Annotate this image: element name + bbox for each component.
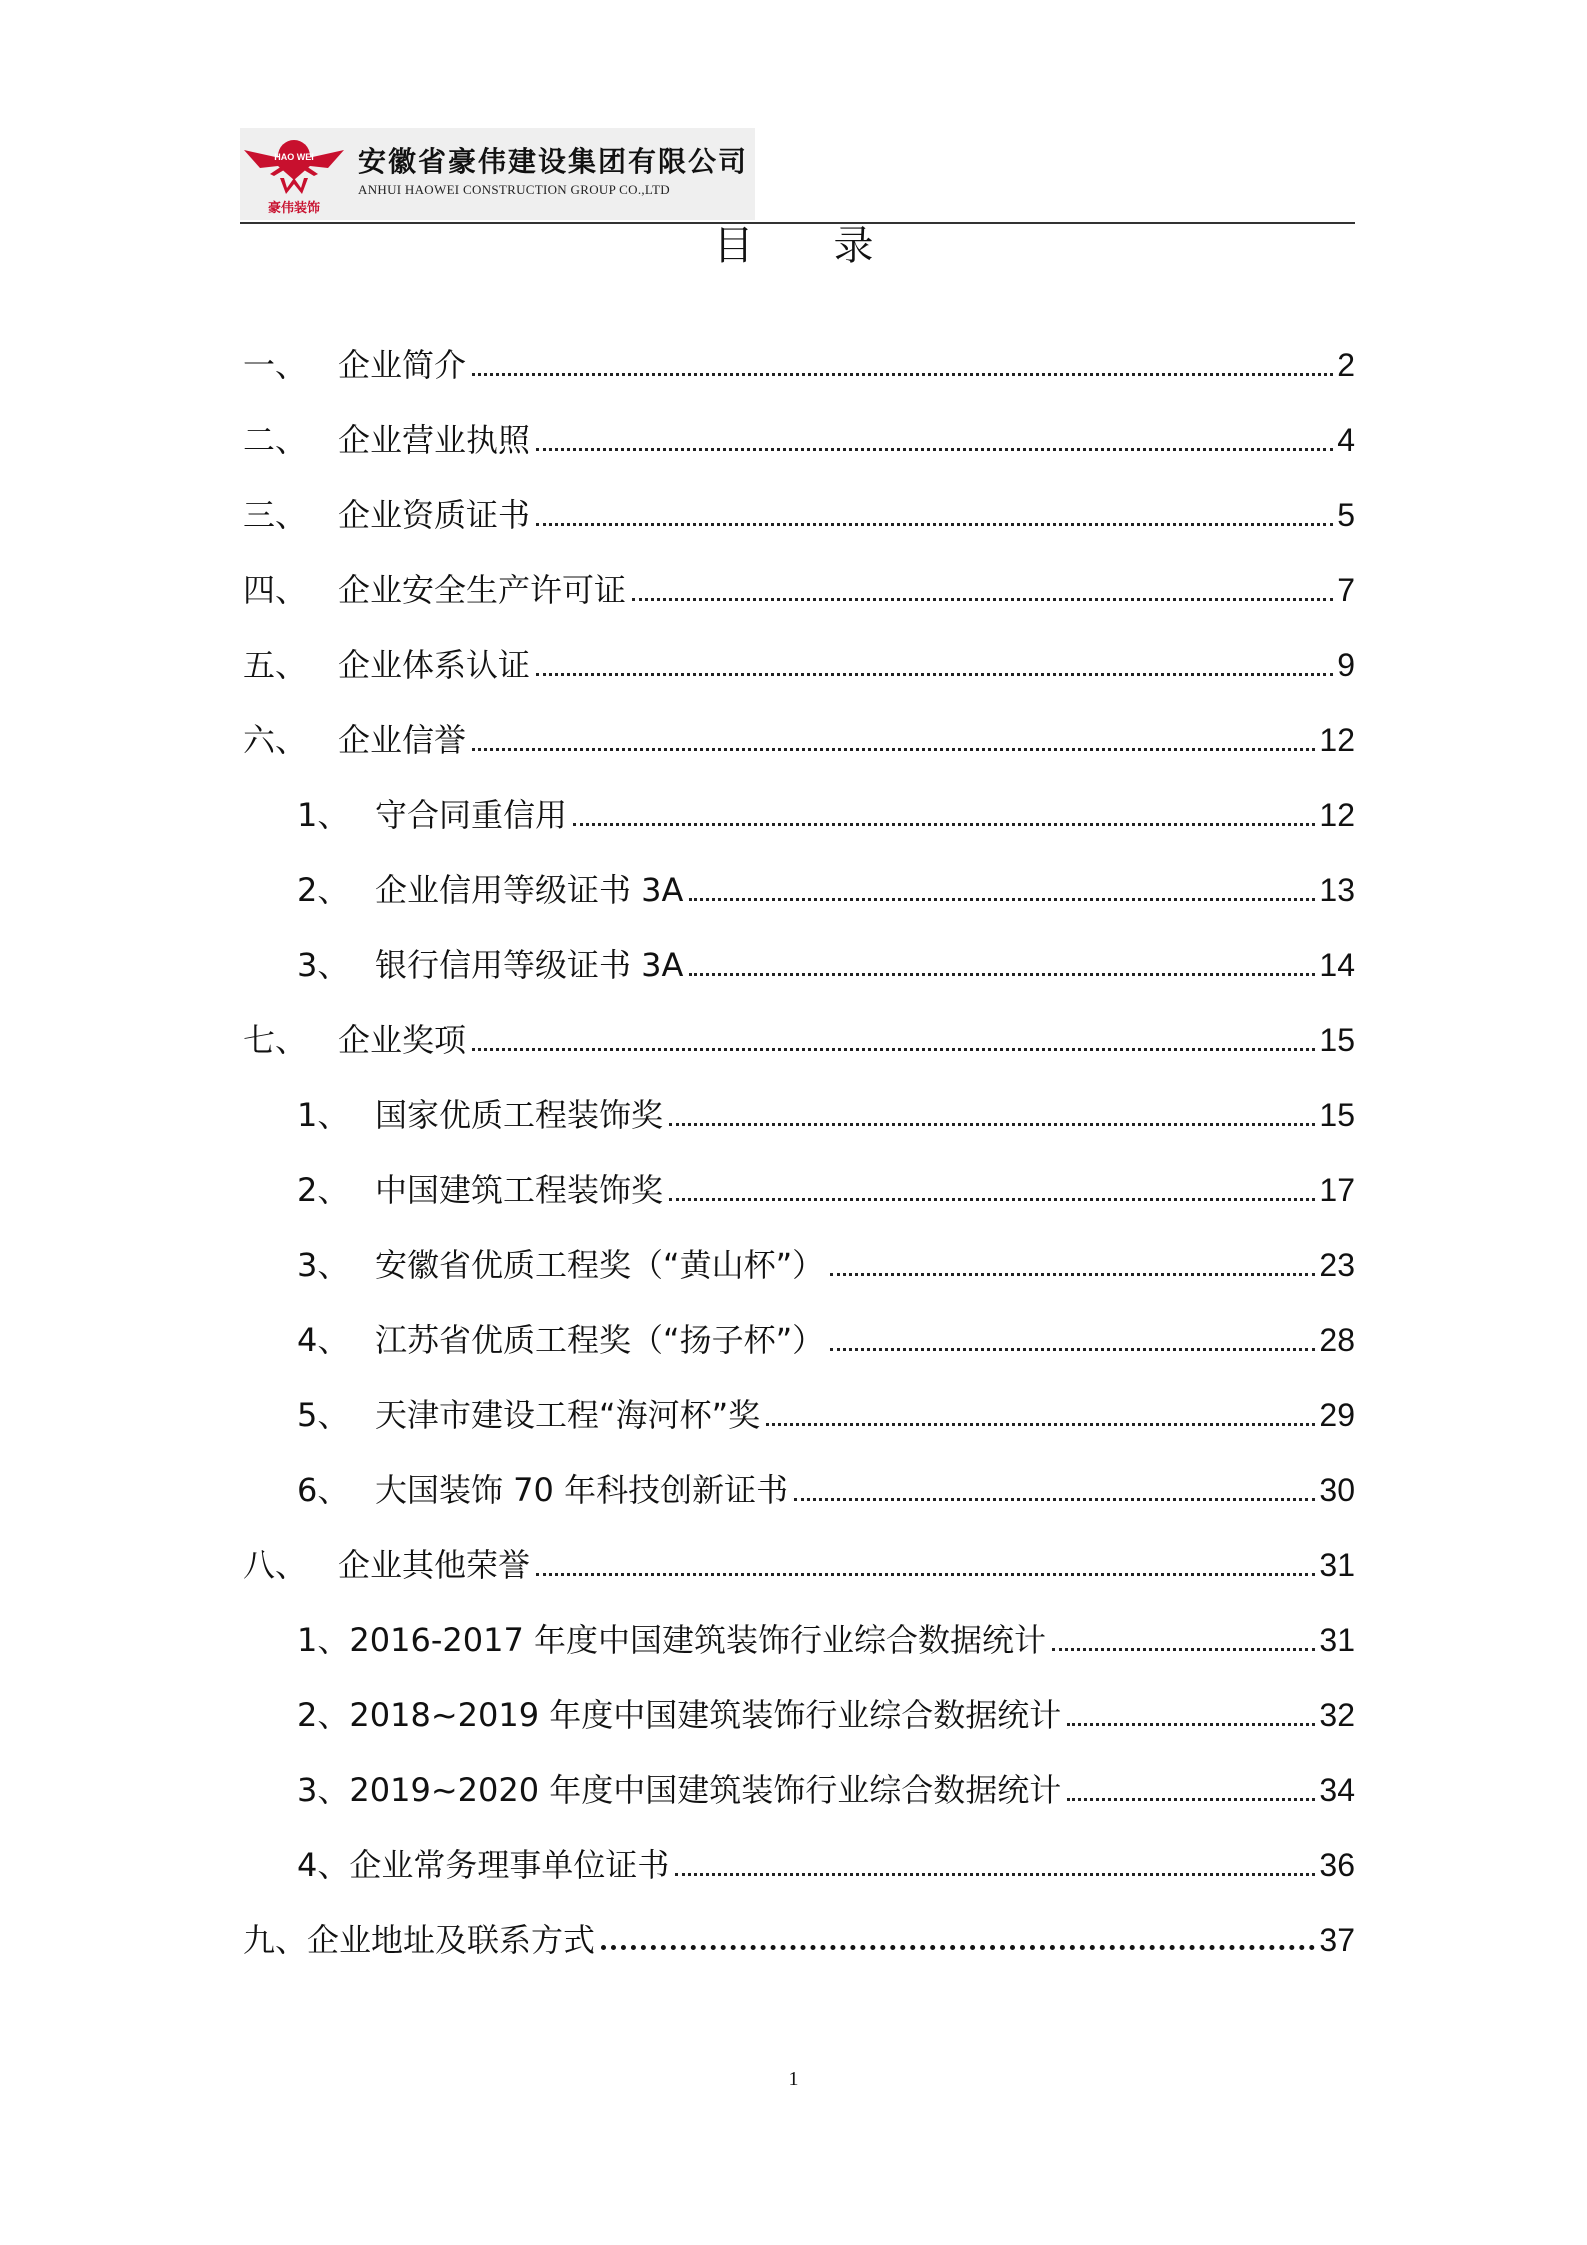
toc-entry-label: 2018~2019 年度中国建筑装饰行业综合数据统计 xyxy=(349,1696,1062,1734)
toc-entry-number: 4、 xyxy=(297,1321,350,1359)
toc-entry[interactable] xyxy=(243,1910,1355,1960)
toc-entry-number: 1、 xyxy=(297,796,350,834)
toc-entry-label: 企业资质证书 xyxy=(338,496,531,534)
toc-entry[interactable] xyxy=(243,560,1355,610)
dot-leader xyxy=(689,898,1315,901)
page-number: 1 xyxy=(788,2068,799,2090)
dot-leader xyxy=(536,1573,1315,1576)
toc-entry-label: 企业简介 xyxy=(338,346,467,384)
dot-leader xyxy=(536,523,1333,526)
toc-subentry[interactable] xyxy=(297,1235,1355,1285)
toc-entry-number: 一、 xyxy=(243,346,308,384)
toc-entry-label: 天津市建设工程“海河杯”奖 xyxy=(375,1396,761,1434)
toc-subentry[interactable] xyxy=(297,1835,1355,1885)
toc-entry-number: 5、 xyxy=(297,1396,350,1434)
toc-entry-number: 六、 xyxy=(243,721,308,759)
toc-entry-label: 企业信誉 xyxy=(338,721,467,759)
toc-entry-number: 四、 xyxy=(243,571,308,609)
toc-entry[interactable] xyxy=(243,710,1355,760)
toc-entry-number: 3、 xyxy=(297,1246,350,1284)
toc-entry-page: 12 xyxy=(1319,722,1355,758)
toc-entry-number: 3、 xyxy=(297,946,350,984)
toc-subentry[interactable] xyxy=(297,935,1355,985)
toc-entry-page: 17 xyxy=(1319,1172,1355,1208)
dot-leader xyxy=(1067,1723,1315,1726)
dot-leader xyxy=(669,1123,1315,1126)
toc-subentry[interactable] xyxy=(297,1610,1355,1660)
toc-entry-page: 31 xyxy=(1319,1622,1355,1658)
toc-entry-label: 江苏省优质工程奖（“扬子杯”） xyxy=(375,1321,825,1359)
toc-entry-number: 4、 xyxy=(297,1846,350,1884)
dot-leader xyxy=(472,373,1333,376)
toc-entry-page: 4 xyxy=(1337,422,1355,458)
toc-subentry[interactable] xyxy=(297,1460,1355,1510)
toc-entry[interactable] xyxy=(243,485,1355,535)
toc-entry-label: 大国装饰 70 年科技创新证书 xyxy=(375,1471,789,1509)
company-logo xyxy=(240,128,348,220)
toc-entry-label: 企业体系认证 xyxy=(338,646,531,684)
dot-leader xyxy=(601,1945,1315,1950)
toc-entry-number: 1、 xyxy=(297,1096,350,1134)
toc-entry-page: 7 xyxy=(1337,572,1355,608)
toc-entry-label: 2016-2017 年度中国建筑装饰行业综合数据统计 xyxy=(349,1621,1046,1659)
dot-leader xyxy=(669,1198,1315,1201)
page-title: 目 录 xyxy=(713,223,874,269)
toc-entry-label: 守合同重信用 xyxy=(375,796,568,834)
dot-leader xyxy=(794,1498,1315,1501)
toc-entry-page: 37 xyxy=(1319,1922,1355,1958)
toc-entry-number: 2、 xyxy=(297,1696,350,1734)
toc-subentry[interactable] xyxy=(297,1310,1355,1360)
toc-entry[interactable] xyxy=(243,335,1355,385)
toc-entry-label: 企业地址及联系方式 xyxy=(307,1921,596,1959)
toc-entry-page: 9 xyxy=(1337,647,1355,683)
toc-entry[interactable] xyxy=(243,1535,1355,1585)
toc-entry-label: 企业其他荣誉 xyxy=(338,1546,531,1584)
company-name-cn: 安徽省豪伟建设集团有限公司 xyxy=(358,145,749,178)
dot-leader xyxy=(830,1273,1315,1276)
toc-entry-page: 5 xyxy=(1337,497,1355,533)
toc-entry[interactable] xyxy=(243,410,1355,460)
dot-leader xyxy=(766,1423,1315,1426)
toc-entry-page: 28 xyxy=(1319,1322,1355,1358)
toc-entry-number: 3、 xyxy=(297,1771,350,1809)
toc-subentry[interactable] xyxy=(297,860,1355,910)
dot-leader xyxy=(472,1048,1315,1051)
toc-entry-number: 三、 xyxy=(243,496,308,534)
toc-entry-page: 14 xyxy=(1319,947,1355,983)
toc-entry-page: 29 xyxy=(1319,1397,1355,1433)
letterhead xyxy=(240,128,755,220)
dot-leader xyxy=(689,973,1315,976)
toc-entry-page: 30 xyxy=(1319,1472,1355,1508)
toc-entry-page: 15 xyxy=(1319,1022,1355,1058)
toc-subentry[interactable] xyxy=(297,785,1355,835)
toc-subentry[interactable] xyxy=(297,1160,1355,1210)
dot-leader xyxy=(632,598,1333,601)
company-name-en: ANHUI HAOWEI CONSTRUCTION GROUP CO.,LTD xyxy=(358,182,670,197)
dot-leader xyxy=(675,1873,1315,1876)
toc-subentry[interactable] xyxy=(297,1385,1355,1435)
toc-entry-number: 2、 xyxy=(297,871,350,909)
toc-entry-page: 31 xyxy=(1319,1547,1355,1583)
toc-entry-label: 企业营业执照 xyxy=(338,421,531,459)
toc-entry-number: 五、 xyxy=(243,646,308,684)
toc-entry-label: 安徽省优质工程奖（“黄山杯”） xyxy=(375,1246,825,1284)
dot-leader xyxy=(573,823,1315,826)
toc-subentry[interactable] xyxy=(297,1085,1355,1135)
dot-leader xyxy=(1067,1798,1315,1801)
toc-entry-number: 七、 xyxy=(243,1021,308,1059)
toc-entry-number: 2、 xyxy=(297,1171,350,1209)
toc-entry-label: 银行信用等级证书 3A xyxy=(375,946,684,984)
toc-entry-number: 1、 xyxy=(297,1621,350,1659)
toc-subentry[interactable] xyxy=(297,1685,1355,1735)
toc-entry-label: 2019~2020 年度中国建筑装饰行业综合数据统计 xyxy=(349,1771,1062,1809)
toc-entry-page: 23 xyxy=(1319,1247,1355,1283)
dot-leader xyxy=(536,673,1333,676)
toc-entry-label: 企业信用等级证书 3A xyxy=(375,871,684,909)
toc-entry-label: 企业常务理事单位证书 xyxy=(349,1846,670,1884)
toc-entry-page: 13 xyxy=(1319,872,1355,908)
haowei-logo-icon xyxy=(240,128,348,220)
dot-leader xyxy=(536,448,1333,451)
toc-subentry[interactable] xyxy=(297,1760,1355,1810)
dot-leader xyxy=(830,1348,1315,1351)
toc-entry-page: 15 xyxy=(1319,1097,1355,1133)
logo-caption-text: 豪伟装饰 xyxy=(267,201,321,216)
toc-entry-number: 九、 xyxy=(243,1921,308,1959)
toc-entry[interactable] xyxy=(243,635,1355,685)
toc-entry-number: 6、 xyxy=(297,1471,350,1509)
toc-entry[interactable] xyxy=(243,1010,1355,1060)
dot-leader xyxy=(472,748,1315,751)
toc-entry-label: 国家优质工程装饰奖 xyxy=(375,1096,664,1134)
dot-leader xyxy=(1052,1648,1315,1651)
toc-entry-page: 2 xyxy=(1337,347,1355,383)
toc-entry-page: 12 xyxy=(1319,797,1355,833)
toc-entry-page: 36 xyxy=(1319,1847,1355,1883)
toc-entry-page: 34 xyxy=(1319,1772,1355,1808)
logo-badge-text: HAO WEI xyxy=(274,152,314,162)
toc-entry-number: 二、 xyxy=(243,421,308,459)
toc-entry-page: 32 xyxy=(1319,1697,1355,1733)
toc-entry-label: 中国建筑工程装饰奖 xyxy=(375,1171,664,1209)
toc-entry-label: 企业奖项 xyxy=(338,1021,467,1059)
toc-entry-number: 八、 xyxy=(243,1546,308,1584)
toc-entry-label: 企业安全生产许可证 xyxy=(338,571,627,609)
